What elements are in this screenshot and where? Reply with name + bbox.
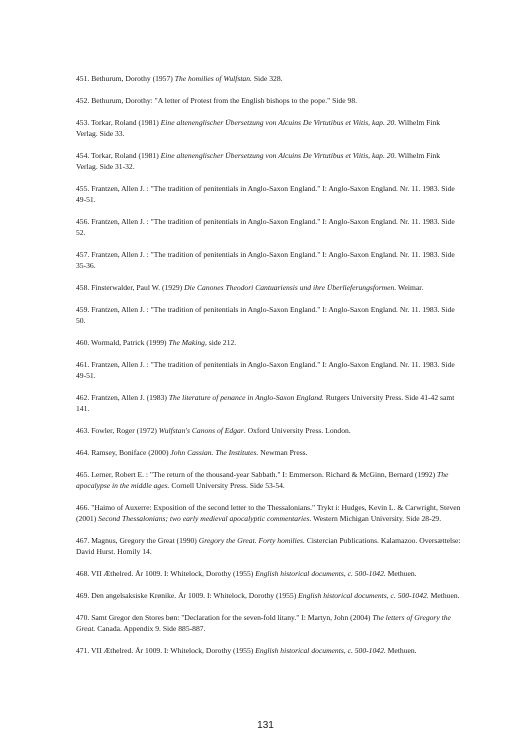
endnote <box>76 282 462 293</box>
endnote-text: 453. Torkar, Roland (1981) <box>76 118 161 127</box>
endnote <box>76 117 462 139</box>
endnote <box>76 249 462 271</box>
endnote-text: Wilhelm Fink Verlag. Side 33. <box>76 118 441 138</box>
endnote-title: Gregory the Great. Forty homilies. <box>198 536 305 545</box>
endnote <box>76 447 462 458</box>
endnote <box>76 590 462 601</box>
page-number: 131 <box>257 720 274 731</box>
endnote-text: 457. Frantzen, Allen J. : "The tradition of penitentials in Anglo-Saxon England." I: Anglo-Saxon England. Nr. 11. 1983. Side 35-36. <box>76 250 455 270</box>
endnote <box>76 337 462 348</box>
endnote-text: 465. Lerner, Robert E. : "The return of the thousand-year Sabbath." I: Emmerson. Richard & McGinn, Bernard (1992) <box>76 470 438 479</box>
endnote-title: Eine altenenglischer Übersetzung von Alcuins De Virtutibus et Viitis, kap. 20. <box>160 118 397 127</box>
endnote-text: Methuen. <box>428 591 460 600</box>
endnote-title: Wulfstan's Canons of Edgar <box>158 426 244 435</box>
endnote-text: Cistercian Publications. Kalamazoo. Oversættelse: David Hurst. Homily 14. <box>76 536 461 556</box>
endnote-text: 459. Frantzen, Allen J. : "The tradition of penitentials in Anglo-Saxon England." I: Anglo-Saxon England. Nr. 11. 1983. Side 50. <box>76 305 455 325</box>
endnote-title: Die Canones Theodori Cantuariensis und ihre Überlieferungsformen. <box>184 283 397 292</box>
endnotes-list <box>76 73 462 667</box>
endnote-text: 468. VII Æthelred. År 1009. I: Whitelock, Dorothy (1955) <box>76 569 256 578</box>
endnote-text: Wilhelm Fink Verlag. Side 31-32. <box>76 151 441 171</box>
endnote-title: Eine altenenglischer Übersetzung von Alcuins De Virtutibus et Viitis, kap. 20. <box>160 151 397 160</box>
endnote-text: 470. Samt Gregor den Stores bøn: "Declaration for the seven-fold litany." I: Martyn, John (2004) <box>76 613 373 622</box>
endnote-text: 464. Ramsey, Boniface (2000) <box>76 448 171 457</box>
endnote-text: Methuen. <box>385 646 417 655</box>
endnote-text: . Oxford University Press. London. <box>243 426 351 435</box>
endnote-text: Methuen. <box>385 569 417 578</box>
endnote-title: The homilies of Wulfstan. <box>174 74 252 83</box>
endnote <box>76 612 462 634</box>
endnote-text: , side 212. <box>204 338 237 347</box>
endnote <box>76 568 462 579</box>
endnote-text: Canada. Appendix 9. Side 885-887. <box>95 624 206 633</box>
endnote <box>76 73 462 84</box>
endnote-text: 471. VII Æthelred. År 1009. I: Whitelock, Dorothy (1955) <box>76 646 256 655</box>
endnote <box>76 183 462 205</box>
endnote <box>76 502 462 524</box>
endnote-title: The literature of penance in Anglo-Saxon England. <box>168 393 324 402</box>
endnote-text: 462. Frantzen, Allen J. (1983) <box>76 393 169 402</box>
endnote <box>76 392 462 414</box>
endnote-title: English historical documents, c. 500-1042. <box>255 569 386 578</box>
endnote <box>76 216 462 238</box>
endnote <box>76 469 462 491</box>
endnote-title: John Cassian. The Institutes. <box>170 448 259 457</box>
endnote-text: Newman Press. <box>258 448 308 457</box>
endnote-title: Second Thessalonians; two early medieval apocalyptic commentaries. <box>98 514 312 523</box>
endnote-text: 455. Frantzen, Allen J. : "The tradition of penitentials in Anglo-Saxon England." I: Anglo-Saxon England. Nr. 11. 1983. Side 49-51. <box>76 184 455 204</box>
endnote-title: The Making <box>168 338 205 347</box>
endnote-text: Side 328. <box>251 74 283 83</box>
endnote <box>76 304 462 326</box>
endnote-text: Western Michigan University. Side 28-29. <box>311 514 442 523</box>
endnote-text: 461. Frantzen, Allen J. : "The tradition of penitentials in Anglo-Saxon England." I: Anglo-Saxon England. Nr. 11. 1983. Side 49-51. <box>76 360 455 380</box>
endnote-text: 452. Bethurum, Dorothy: "A letter of Protest from the English bishops to the pope." Side 98. <box>76 96 358 105</box>
endnote <box>76 95 462 106</box>
endnote-text: 469. Den angelsaksiske Krønike. År 1009. I: Whitelock, Dorothy (1955) <box>76 591 299 600</box>
endnote <box>76 150 462 172</box>
endnote-text: 466. "Haimo of Auxerre: Exposition of the second letter to the Thessalonians." Trykt i: Hudges, Kevin L. & Carwright, Steven (2001) <box>76 503 461 523</box>
endnote-title: The letters of Gregory the Great. <box>76 613 451 633</box>
endnote-text: Cornell University Press. Side 53-54. <box>169 481 285 490</box>
endnote-text: 451. Bethurum, Dorothy (1957) <box>76 74 175 83</box>
endnote-text: 463. Fowler, Roger (1972) <box>76 426 159 435</box>
endnote <box>76 535 462 557</box>
endnote <box>76 425 462 436</box>
endnote-text: 458. Finsterwalder, Paul W. (1929) <box>76 283 185 292</box>
endnote-title: English historical documents, c. 500-1042. <box>298 591 429 600</box>
endnote-title: The apocalypse in the middle ages. <box>76 470 449 490</box>
endnote-text: 460. Wormald, Patrick (1999) <box>76 338 169 347</box>
endnote-text: 456. Frantzen, Allen J. : "The tradition of penitentials in Anglo-Saxon England." I: Anglo-Saxon England. Nr. 11. 1983. Side 52. <box>76 217 455 237</box>
endnote-text: Weimar. <box>396 283 424 292</box>
endnote <box>76 645 462 656</box>
endnote-text: Rutgers University Press. Side 41-42 samt 141. <box>76 393 455 413</box>
endnote-text: 454. Torkar, Roland (1981) <box>76 151 161 160</box>
endnote <box>76 359 462 381</box>
endnote-title: English historical documents, c. 500-1042. <box>255 646 386 655</box>
endnote-text: 467. Magnus, Gregory the Great (1990) <box>76 536 199 545</box>
